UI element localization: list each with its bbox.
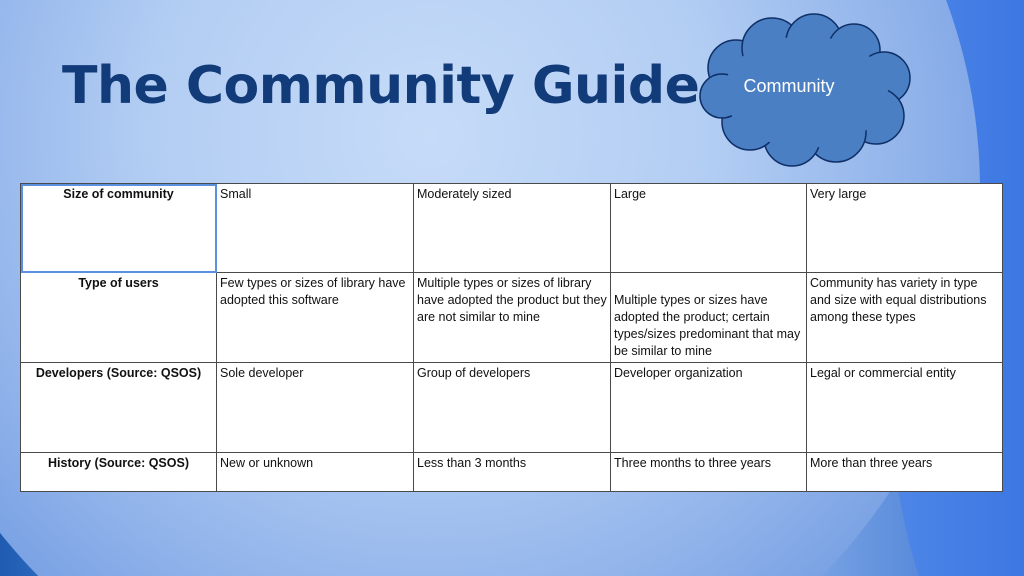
community-cloud-shape[interactable] <box>696 12 916 170</box>
row-header[interactable]: Type of users <box>21 273 217 363</box>
table-row-users <box>21 273 1003 363</box>
table-row-size <box>21 184 1003 273</box>
table-cell[interactable]: Less than 3 months <box>414 453 611 492</box>
row-header[interactable]: Size of community <box>21 184 217 273</box>
table-row-developers <box>21 363 1003 453</box>
table-cell[interactable]: Large <box>611 184 807 273</box>
table-cell[interactable]: Multiple types or sizes have adopted the product; certain types/sizes predominant that may be similar to mine <box>611 273 807 363</box>
cloud-label: Community <box>743 76 835 96</box>
table-cell[interactable]: Multiple types or sizes of library have adopted the product but they are not similar to mine <box>414 273 611 363</box>
table-cell[interactable]: Community has variety in type and size with equal distributions among these types <box>807 273 1003 363</box>
table-cell[interactable]: Legal or commercial entity <box>807 363 1003 453</box>
table-cell[interactable]: Moderately sized <box>414 184 611 273</box>
table-cell[interactable]: Developer organization <box>611 363 807 453</box>
table-cell[interactable]: Three months to three years <box>611 453 807 492</box>
slide-title: The Community Guide <box>62 56 700 116</box>
table-cell[interactable]: More than three years <box>807 453 1003 492</box>
table-cell[interactable]: New or unknown <box>217 453 414 492</box>
row-header[interactable]: History (Source: QSOS) <box>21 453 217 492</box>
table-cell[interactable]: Few types or sizes of library have adopted this software <box>217 273 414 363</box>
row-header[interactable]: Developers (Source: QSOS) <box>21 363 217 453</box>
table-cell[interactable]: Small <box>217 184 414 273</box>
community-guide-table <box>20 183 1003 492</box>
table-cell[interactable]: Group of developers <box>414 363 611 453</box>
table-row-history <box>21 453 1003 492</box>
table-cell[interactable]: Very large <box>807 184 1003 273</box>
table-cell[interactable]: Sole developer <box>217 363 414 453</box>
